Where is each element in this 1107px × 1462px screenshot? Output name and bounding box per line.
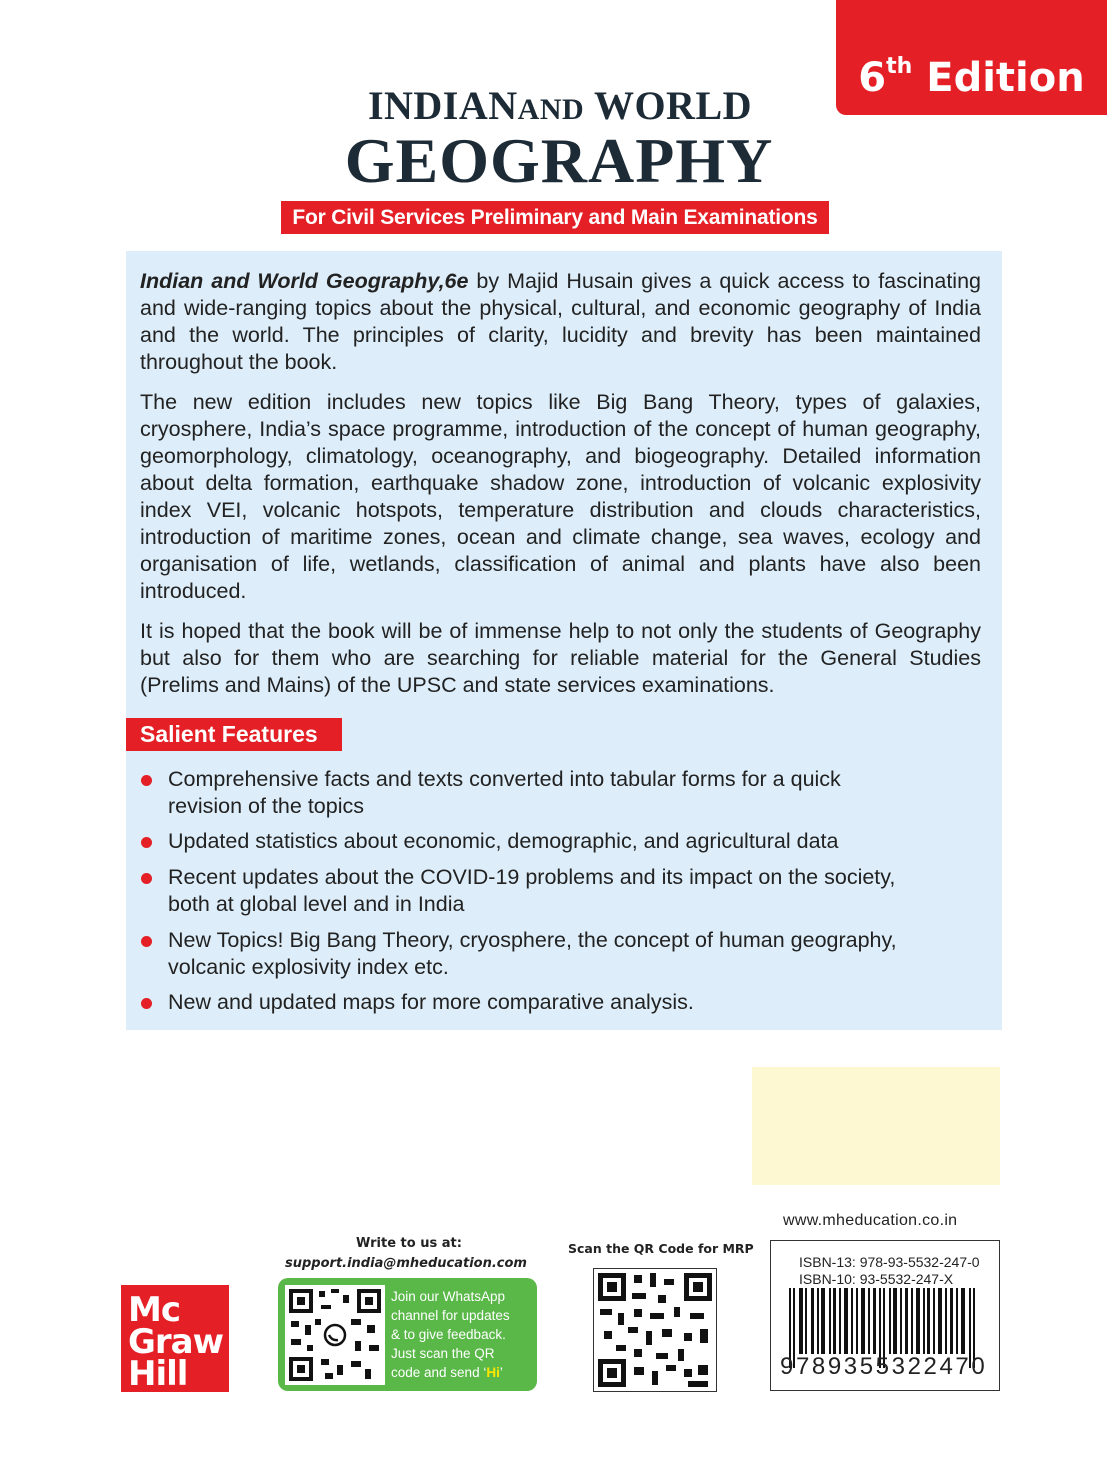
mrp-qr-code[interactable] [593,1268,717,1392]
whatsapp-line: Join our WhatsApp [391,1289,506,1304]
price-sticker-area [752,1067,1000,1185]
feature-text-line: Recent updates about the COVID-19 problems and its impact on the society, [168,865,896,889]
book-title-italic: Indian and World Geography,6e [140,269,469,293]
feature-text-line: Comprehensive facts and texts converted into tabular forms for a quick [168,767,841,791]
write-to-us-label: Write to us at: [356,1236,462,1251]
whatsapp-instructions [391,1287,537,1382]
support-email-link[interactable]: support.india@mheducation.com [285,1256,527,1271]
whatsapp-line [391,1363,537,1382]
feature-text [168,927,968,981]
title-word-indian: INDIAN [367,83,518,128]
feature-text [168,766,968,820]
whatsapp-line: Just scan the QR [391,1346,495,1361]
whatsapp-line: channel for updates [391,1308,510,1323]
isbn-10: ISBN-10: 93-5532-247-X [799,1271,954,1287]
edition-suffix: th [886,54,913,79]
title-word-and: AND [517,93,585,126]
whatsapp-hi-keyword: Hi [486,1365,500,1380]
description-paragraph-2: The new edition includes new topics like Big Bang Theory, types of galaxies, cryosphere, India’s space programme, introduction of the concept of human geography, geomorphology, climatology, oceanography, and biogeography. Detailed information about delta formation, earthquake shadow zone, introduction of volcanic explosivity index VEI, volcanic hotspots, temperature distribution and clouds characteristics, introduction of maritime zones, ocean and climate change, sea waves, ecology and organisation of life, wetlands, classification of animal and plants have also been introduced. [140,390,981,603]
bullet-dot-icon [141,936,152,947]
bullet-dot-icon [141,873,152,884]
feature-text [168,864,968,918]
mcgraw-hill-logo [121,1285,229,1392]
whatsapp-line-part: code and send ‘ [391,1365,487,1380]
bullet-dot-icon [141,998,152,1009]
barcode-number: 9789355322470 [780,1353,988,1380]
logo-line-hill: Hill [128,1354,188,1394]
mrp-qr-graphic [594,1269,716,1391]
isbn-13: ISBN-13: 978-93-5532-247-0 [799,1254,980,1270]
website-url[interactable]: www.mheducation.co.in [783,1212,958,1229]
title-line-2: GEOGRAPHY [344,125,774,196]
feature-text: Updated statistics about economic, demographic, and agricultural data [168,829,839,853]
mrp-qr-label: Scan the QR Code for MRP [568,1241,754,1256]
bullet-dot-icon [141,837,152,848]
edition-word: Edition [926,55,1085,101]
paragraph-1-text: by Majid Husain gives a quick access to fascinating and wide-ranging topics about the physical, cultural, and economic geography of India and the world. The principles of clarity, lucidity and brevity has been maintained throughout the book. [140,269,981,374]
title-word-world: WORLD [593,83,753,128]
edition-badge [836,0,1107,115]
description-paragraph-3: It is hoped that the book will be of immense help to not only the students of Geography but also for them who are searching for reliable material for the General Studies (Prelims and Mains) of the UPSC and state services examinations. [140,619,981,697]
feature-text-line: New Topics! Big Bang Theory, cryosphere, the concept of human geography, [168,928,897,952]
whatsapp-line-part: ’ [499,1365,503,1380]
feature-text-line: revision of the topics [168,794,364,818]
subtitle-banner: For Civil Services Preliminary and Main Examinations [281,201,829,234]
bullet-dot-icon [141,775,152,786]
whatsapp-qr-code[interactable] [285,1285,385,1385]
edition-number: 6 [858,55,887,101]
feature-text: New and updated maps for more comparative analysis. [168,990,694,1014]
logo-line-mc: Mc [128,1290,180,1330]
description-paragraph-1 [140,268,981,376]
feature-text-line: volcanic explosivity index etc. [168,955,449,979]
feature-text-line: both at global level and in India [168,892,465,916]
whatsapp-qr-graphic [285,1285,385,1385]
salient-features-heading: Salient Features [126,718,342,751]
logo-line-graw: Graw [128,1322,224,1362]
whatsapp-line: & to give feedback. [391,1327,506,1342]
